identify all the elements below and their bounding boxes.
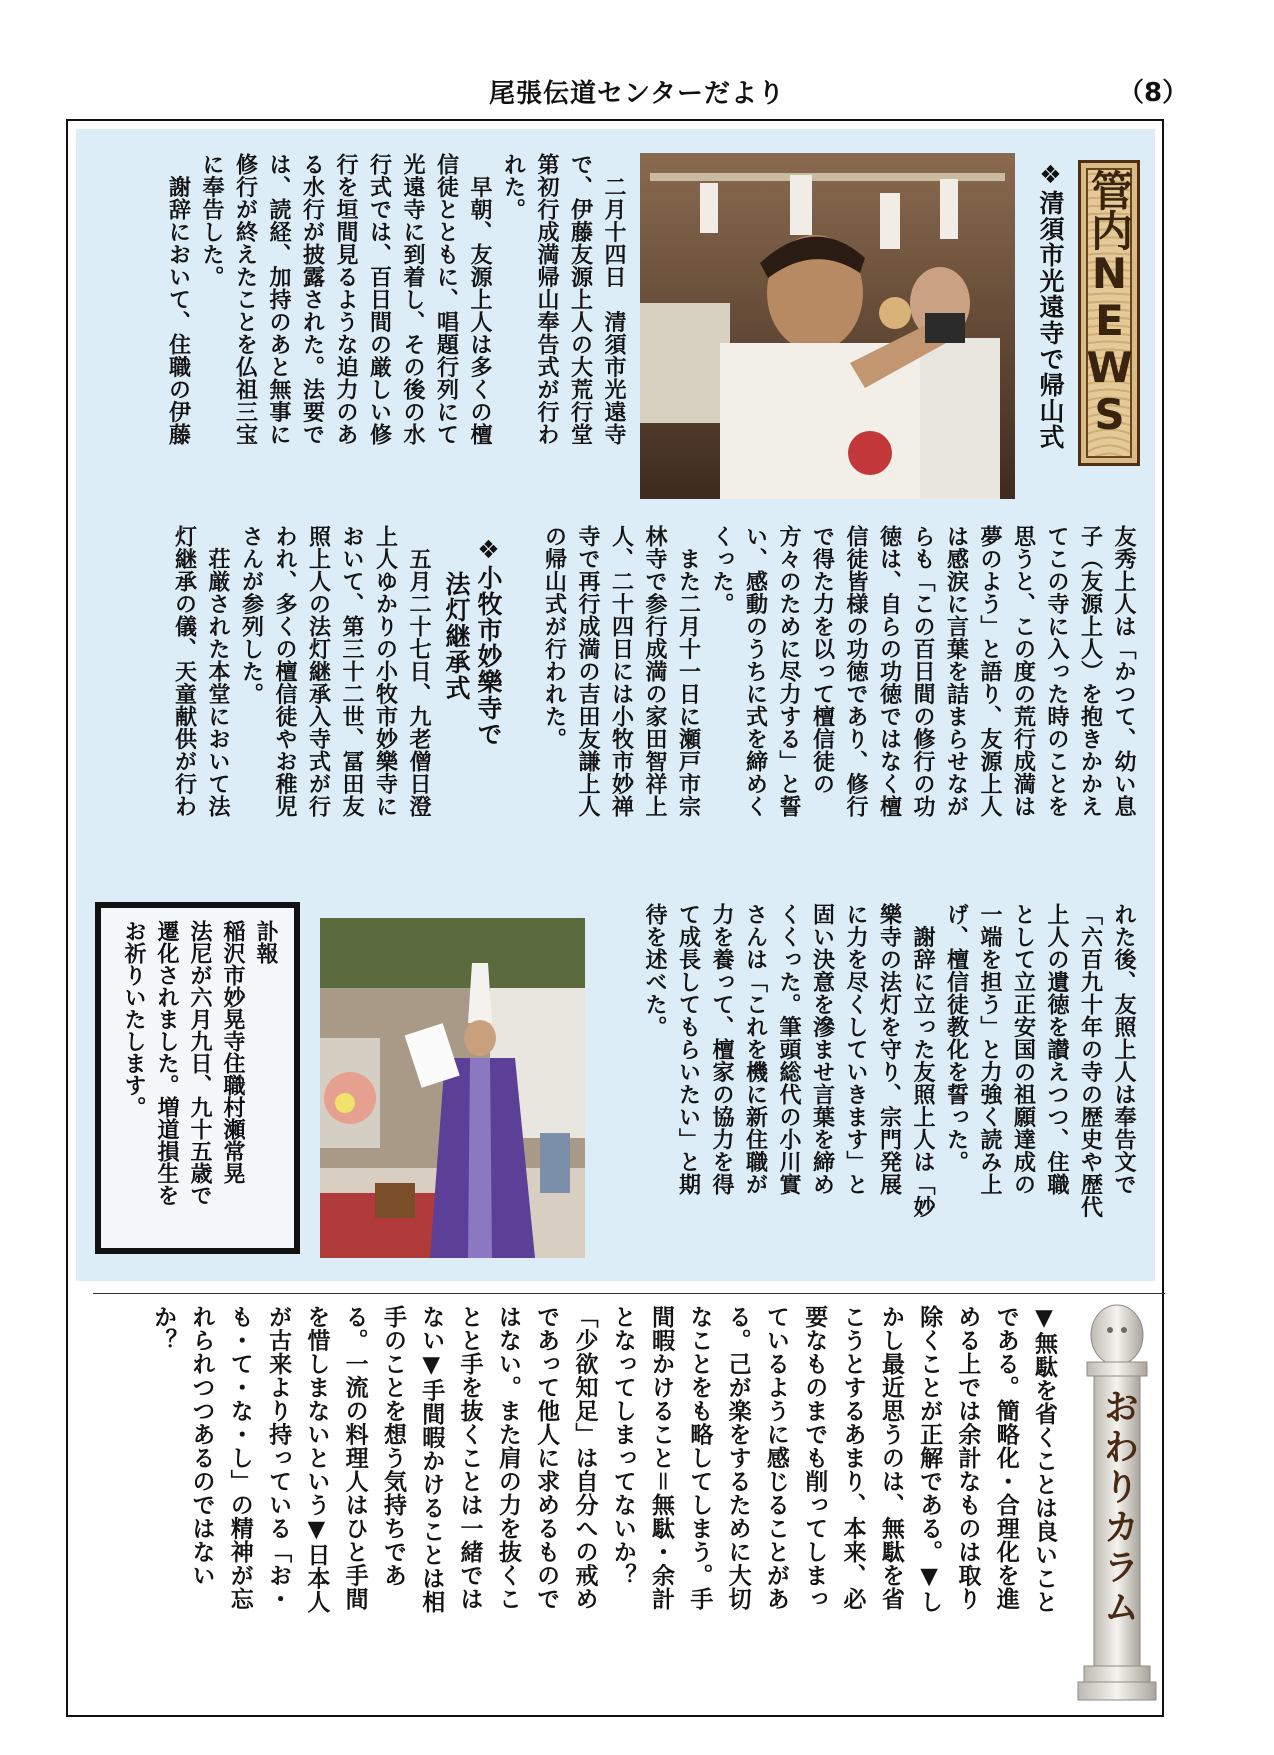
obituary-title: 訃報 — [253, 920, 278, 964]
text-column: 友秀上人は「かつて、幼い息 — [1111, 525, 1136, 818]
text-column: くくった。筆頭総代の小川實 — [776, 903, 801, 1196]
text-column: 「六百九十年の寺の歴史や歴代 — [1077, 903, 1103, 1218]
text-column: に力を尽くしていきます」と — [843, 903, 868, 1196]
text-column: 荘厳された本堂において法 — [205, 525, 230, 818]
page-number: （8） — [1118, 78, 1189, 108]
text-column: 「少欲知足」は自分への戒め — [571, 1305, 598, 1611]
obituary-line: 遷化されました。増道損生を — [154, 920, 179, 1206]
text-column: る。一流の料理人はひと手間 — [341, 1305, 368, 1611]
text-column: とと手を抜くことは一緒では — [456, 1305, 483, 1611]
text-column: 第初行成満帰山奉告式が行わ — [534, 153, 559, 446]
text-column: 修行が終えたことを仏祖三宝 — [232, 153, 258, 446]
text-column: 林寺で参行成満の家田智祥上 — [642, 525, 667, 818]
text-column: げ、檀信徒教化を誓った。 — [943, 903, 969, 1173]
text-column: 灯継承の儀、天童献供が行わ — [171, 525, 197, 818]
komaki-article-part2 — [605, 903, 1140, 1258]
text-column: 要なものまでも削ってしまっ — [801, 1305, 828, 1611]
kiyosu-headline: ❖清須市光遠寺で帰山式 — [1036, 160, 1065, 450]
text-column: 謝辞に立った友照上人は「妙 — [910, 903, 935, 1218]
text-column: 固い決意を滲ませ言葉を締め — [809, 903, 835, 1196]
photo-kiyosu-illustration — [640, 153, 1015, 499]
komaki-article-part1 — [150, 525, 435, 880]
news-logo-text: 管内NEWS — [1085, 169, 1134, 437]
text-column: れた。 — [500, 153, 526, 221]
text-column: ▼無駄を省くことは良いこと — [1031, 1305, 1057, 1614]
text-column: の帰山式が行われた。 — [541, 525, 567, 750]
text-column: 樂寺の法灯を守り、宗門発展 — [876, 903, 902, 1196]
text-column: を惜しまないという▼日本人 — [303, 1305, 330, 1614]
komaki-headline-line2: 法灯継承式 — [442, 571, 471, 701]
photo-kiyosu-ceremony — [640, 153, 1015, 499]
text-column: ない▼手間暇かけることは相 — [418, 1305, 445, 1614]
text-column: 信徒とともに、唱題行列にて — [433, 153, 459, 446]
text-column: 一端を担う」と力強く読み上 — [977, 903, 1002, 1196]
text-column: は、読経、加持のあと無事に — [266, 153, 291, 446]
text-column: こうとするあまり、本来、必 — [839, 1305, 866, 1611]
photo-komaki-ceremony — [320, 918, 585, 1258]
section-divider — [93, 1293, 1165, 1294]
text-column: である。簡略化・合理化を進 — [992, 1305, 1019, 1611]
owari-column-logo — [1072, 1300, 1162, 1705]
text-column: る。己が楽をするために大切 — [724, 1305, 751, 1611]
text-column: てこの寺に入った時のことを — [1044, 525, 1069, 818]
text-column: 行式では、百日間の厳しい修 — [366, 153, 392, 446]
text-column: が古来より持っている「お・ — [265, 1305, 292, 1611]
text-column: 子（友源上人）を抱きかかえ — [1077, 525, 1103, 818]
text-column: おいて、第三十二世、冨田友 — [339, 525, 364, 818]
obituary-box — [95, 902, 300, 1254]
text-column: ているように感じることがあ — [762, 1305, 789, 1611]
text-column: れた後、友照上人は奉告文で — [1111, 903, 1136, 1196]
text-column: 手のことを想う気持ちであ — [379, 1305, 406, 1587]
text-column: 信徒皆様の功徳であり、修行 — [843, 525, 868, 818]
text-column: 徳は、自らの功徳ではなく檀 — [876, 525, 902, 818]
text-column: 五月二十七日、九老僧日澄 — [406, 525, 431, 818]
kiyosu-article-part2 — [520, 525, 1140, 880]
text-column: 力を養って、檀家の協力を得 — [709, 903, 734, 1196]
komaki-headline-line1: ❖小牧市妙樂寺で — [474, 535, 503, 747]
text-column: れられつつあるのではない — [188, 1305, 215, 1587]
newsletter-title: 尾張伝道センターだより — [489, 79, 785, 109]
news-logo — [1078, 160, 1140, 466]
text-column: 人、二十四日には小牧市妙禅 — [608, 525, 634, 818]
text-column: さんは「これを機に新住職が — [742, 903, 768, 1196]
text-column: 寺で再行成満の吉田友謙上人 — [575, 525, 600, 818]
text-column: さんが参列した。 — [238, 525, 264, 705]
text-column: かし最近思うのは、無駄を省 — [877, 1305, 904, 1611]
text-column: い、感動のうちに式を締めく — [742, 525, 768, 818]
text-column: 二月十四日 清須市光遠寺 — [601, 153, 626, 446]
obituary-line: お祈りいたします。 — [121, 920, 146, 1118]
obituary-line: 稲沢市妙晃寺住職村瀬常晃 — [220, 920, 245, 1184]
text-column: なことをも略してしまう。手 — [686, 1305, 713, 1611]
text-column: 光遠寺に到着し、その後の水 — [400, 153, 425, 446]
text-column: める上では余計なものは取り — [954, 1305, 981, 1611]
text-column: われ、多くの檀信徒やお稚児 — [272, 525, 297, 818]
photo-komaki-illustration — [320, 918, 585, 1258]
text-column: 上人ゆかりの小牧市妙樂寺に — [372, 525, 398, 818]
text-column: また二月十一日に瀬戸市宗 — [675, 525, 701, 818]
text-column: 思うと、この度の荒行成満は — [1010, 525, 1036, 818]
text-column: 間暇かけること＝無駄・余計 — [648, 1305, 675, 1611]
text-column: で、伊藤友源上人の大荒行堂 — [567, 153, 593, 446]
text-column: であって他人に求めるもので — [533, 1305, 560, 1611]
text-column: る水行が披露された。法要で — [299, 153, 325, 446]
text-column: らも「この百日間の修行の功 — [910, 525, 935, 818]
komaki-headline — [440, 535, 504, 865]
text-column: くった。 — [709, 525, 734, 615]
owari-column-text — [128, 1305, 1063, 1700]
text-column: はない。また肩の力を抜くこ — [494, 1305, 521, 1611]
obituary-text — [117, 920, 282, 1242]
text-column: 除くことが正解である。▼し — [916, 1305, 943, 1614]
text-column: 行を垣間見るような迫力のあ — [333, 153, 358, 446]
text-column: として立正安国の祖願達成の — [1010, 903, 1036, 1196]
text-column: 方々のために尽力する」と誓 — [776, 525, 801, 818]
text-column: て成長してもらいたい」と期 — [675, 903, 701, 1196]
text-column: 早朝、友源上人は多くの檀 — [467, 153, 492, 446]
text-column: となってしまってないか？ — [609, 1305, 636, 1587]
text-column: 謝辞において、住職の伊藤 — [165, 153, 191, 446]
obituary-line: 法尼が六月九日、九十五歳で — [187, 920, 212, 1206]
text-column: 照上人の法灯継承入寺式が行 — [305, 525, 331, 818]
text-column: 待を述べた。 — [642, 903, 667, 1038]
text-column: も・て・な・し」の精神が忘 — [226, 1305, 253, 1611]
owari-column-logo-text: おわりカラム — [1098, 1388, 1139, 1628]
text-column: に奉告した。 — [199, 153, 224, 288]
text-column: か？ — [150, 1305, 177, 1352]
text-column: で得た力を以って檀信徒の — [809, 525, 835, 795]
text-column: は感涙に言葉を詰まらせなが — [943, 525, 969, 818]
text-column: 上人の遺徳を讃えつつ、住職 — [1044, 903, 1069, 1196]
text-column: 夢のよう」と語り、友源上人 — [977, 525, 1002, 818]
